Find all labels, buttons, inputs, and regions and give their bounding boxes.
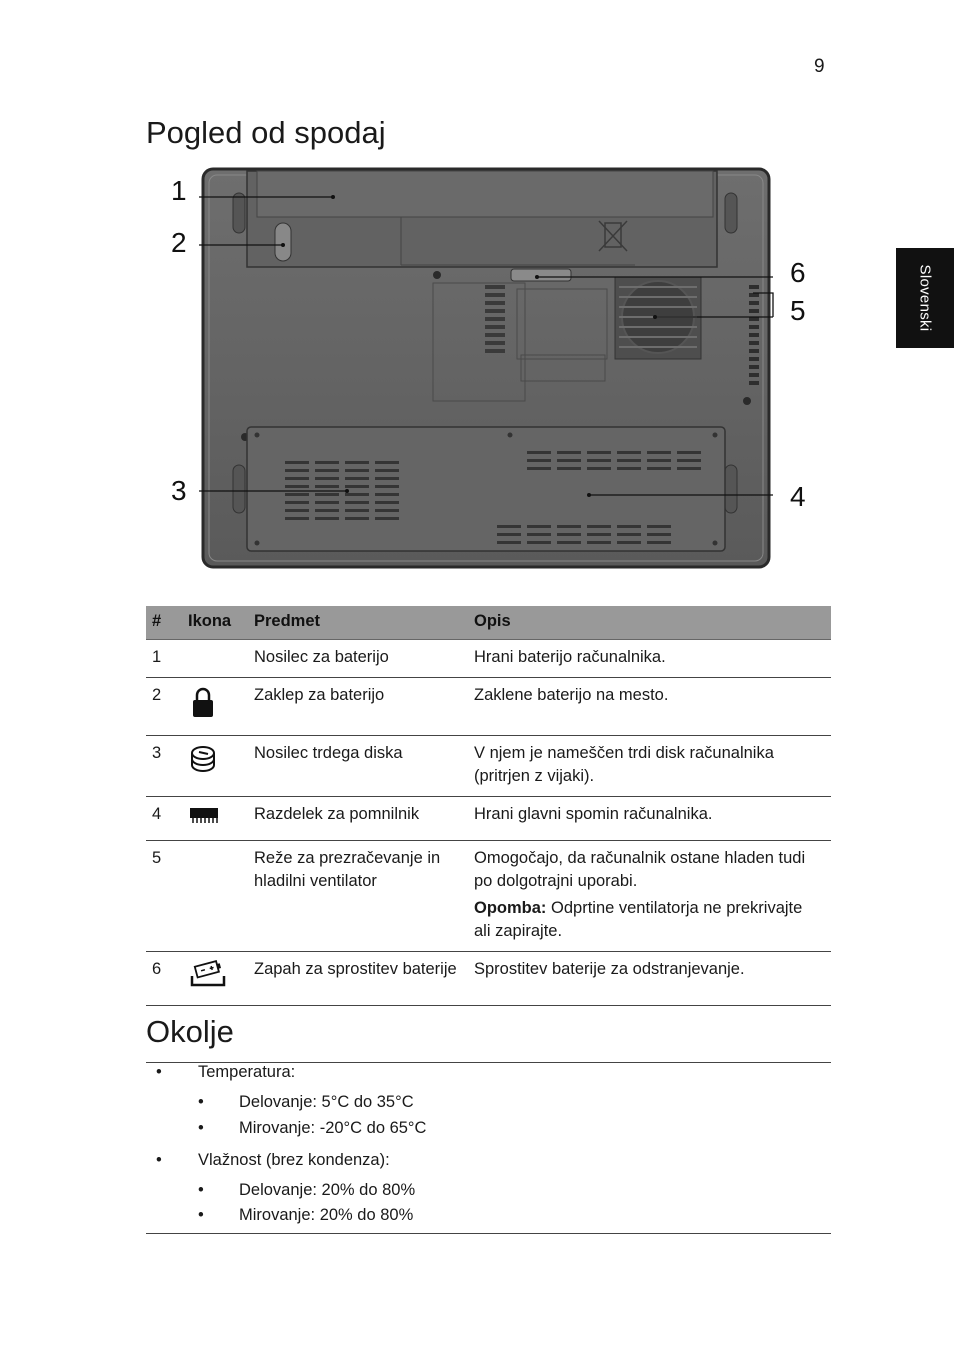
row-item: Zaklep za baterijo bbox=[246, 678, 466, 736]
table-row bbox=[146, 952, 831, 1006]
row-number: 6 bbox=[146, 952, 180, 1006]
row-number: 4 bbox=[146, 797, 180, 841]
row-item: Razdelek za pomnilnik bbox=[246, 797, 466, 841]
row-description: Omogočajo, da računalnik ostane hladen tudi po dolgotrajni uporabi. bbox=[474, 849, 806, 890]
header-number: # bbox=[146, 606, 180, 640]
row-note bbox=[474, 897, 823, 943]
row-description: Hrani baterijo računalnika. bbox=[466, 640, 831, 678]
bullet: • bbox=[198, 1093, 204, 1111]
note-text: Odprtine ventilatorja ne prekrivajte ali zapirajte. bbox=[474, 899, 803, 940]
page-number: 9 bbox=[814, 56, 825, 77]
row-description: Sprostitev baterije za odstranjevanje. bbox=[466, 952, 831, 1006]
row-icon bbox=[180, 797, 246, 841]
row-number: 2 bbox=[146, 678, 180, 736]
header-item: Predmet bbox=[246, 606, 466, 640]
laptop-bottom-diagram bbox=[165, 165, 825, 575]
env-group-label-temperature: Temperatura: bbox=[198, 1063, 296, 1081]
row-icon bbox=[180, 841, 246, 952]
note-label: Opomba: bbox=[474, 899, 547, 917]
battery-release-icon bbox=[188, 960, 228, 990]
row-description: Zaklene baterijo na mesto. bbox=[466, 678, 831, 736]
hard-disk-icon bbox=[188, 744, 218, 776]
row-icon bbox=[180, 678, 246, 736]
callout-6: 6 bbox=[790, 257, 806, 288]
callout-5: 5 bbox=[790, 295, 806, 326]
table-row bbox=[146, 640, 831, 678]
lock-icon bbox=[188, 686, 218, 720]
table-row bbox=[146, 736, 831, 797]
env-item: Mirovanje: -20°C do 65°C bbox=[239, 1119, 427, 1137]
memory-icon bbox=[188, 805, 220, 825]
components-table bbox=[146, 606, 831, 1006]
row-icon bbox=[180, 952, 246, 1006]
row-number: 5 bbox=[146, 841, 180, 952]
bullet: • bbox=[198, 1119, 204, 1137]
row-description-cell bbox=[466, 841, 831, 952]
row-description: V njem je nameščen trdi disk računalnika (pritrjen z vijaki). bbox=[466, 736, 831, 797]
callout-4: 4 bbox=[790, 481, 806, 512]
row-item: Reže za prezračevanje in hladilni ventilator bbox=[246, 841, 466, 952]
language-tab-label: Slovenski bbox=[916, 264, 934, 332]
bullet: • bbox=[198, 1206, 204, 1224]
row-icon bbox=[180, 640, 246, 678]
env-item: Delovanje: 20% do 80% bbox=[239, 1181, 416, 1199]
row-item: Nosilec trdega diska bbox=[246, 736, 466, 797]
bullet: • bbox=[156, 1151, 162, 1169]
callout-1: 1 bbox=[171, 175, 187, 206]
section-title-environment: Okolje bbox=[146, 1014, 234, 1049]
row-item: Zapah za sprostitev baterije bbox=[246, 952, 466, 1006]
row-item: Nosilec za baterijo bbox=[246, 640, 466, 678]
bullet: • bbox=[156, 1063, 162, 1081]
env-item: Mirovanje: 20% do 80% bbox=[239, 1206, 414, 1224]
callout-2: 2 bbox=[171, 227, 187, 258]
table-header-row bbox=[146, 606, 831, 640]
row-icon bbox=[180, 736, 246, 797]
language-tab bbox=[896, 248, 954, 348]
table-row bbox=[146, 678, 831, 736]
callout-3: 3 bbox=[171, 475, 187, 506]
bullet: • bbox=[198, 1181, 204, 1199]
table-row bbox=[146, 841, 831, 952]
env-group-label-humidity: Vlažnost (brez kondenza): bbox=[198, 1151, 390, 1169]
environment-list bbox=[146, 1062, 831, 1234]
laptop-bottom-illustration bbox=[165, 165, 825, 575]
row-description: Hrani glavni spomin računalnika. bbox=[466, 797, 831, 841]
header-description: Opis bbox=[466, 606, 831, 640]
table-row bbox=[146, 797, 831, 841]
row-number: 1 bbox=[146, 640, 180, 678]
section-title-bottom-view: Pogled od spodaj bbox=[146, 115, 386, 150]
row-number: 3 bbox=[146, 736, 180, 797]
header-icon: Ikona bbox=[180, 606, 246, 640]
env-item: Delovanje: 5°C do 35°C bbox=[239, 1093, 414, 1111]
